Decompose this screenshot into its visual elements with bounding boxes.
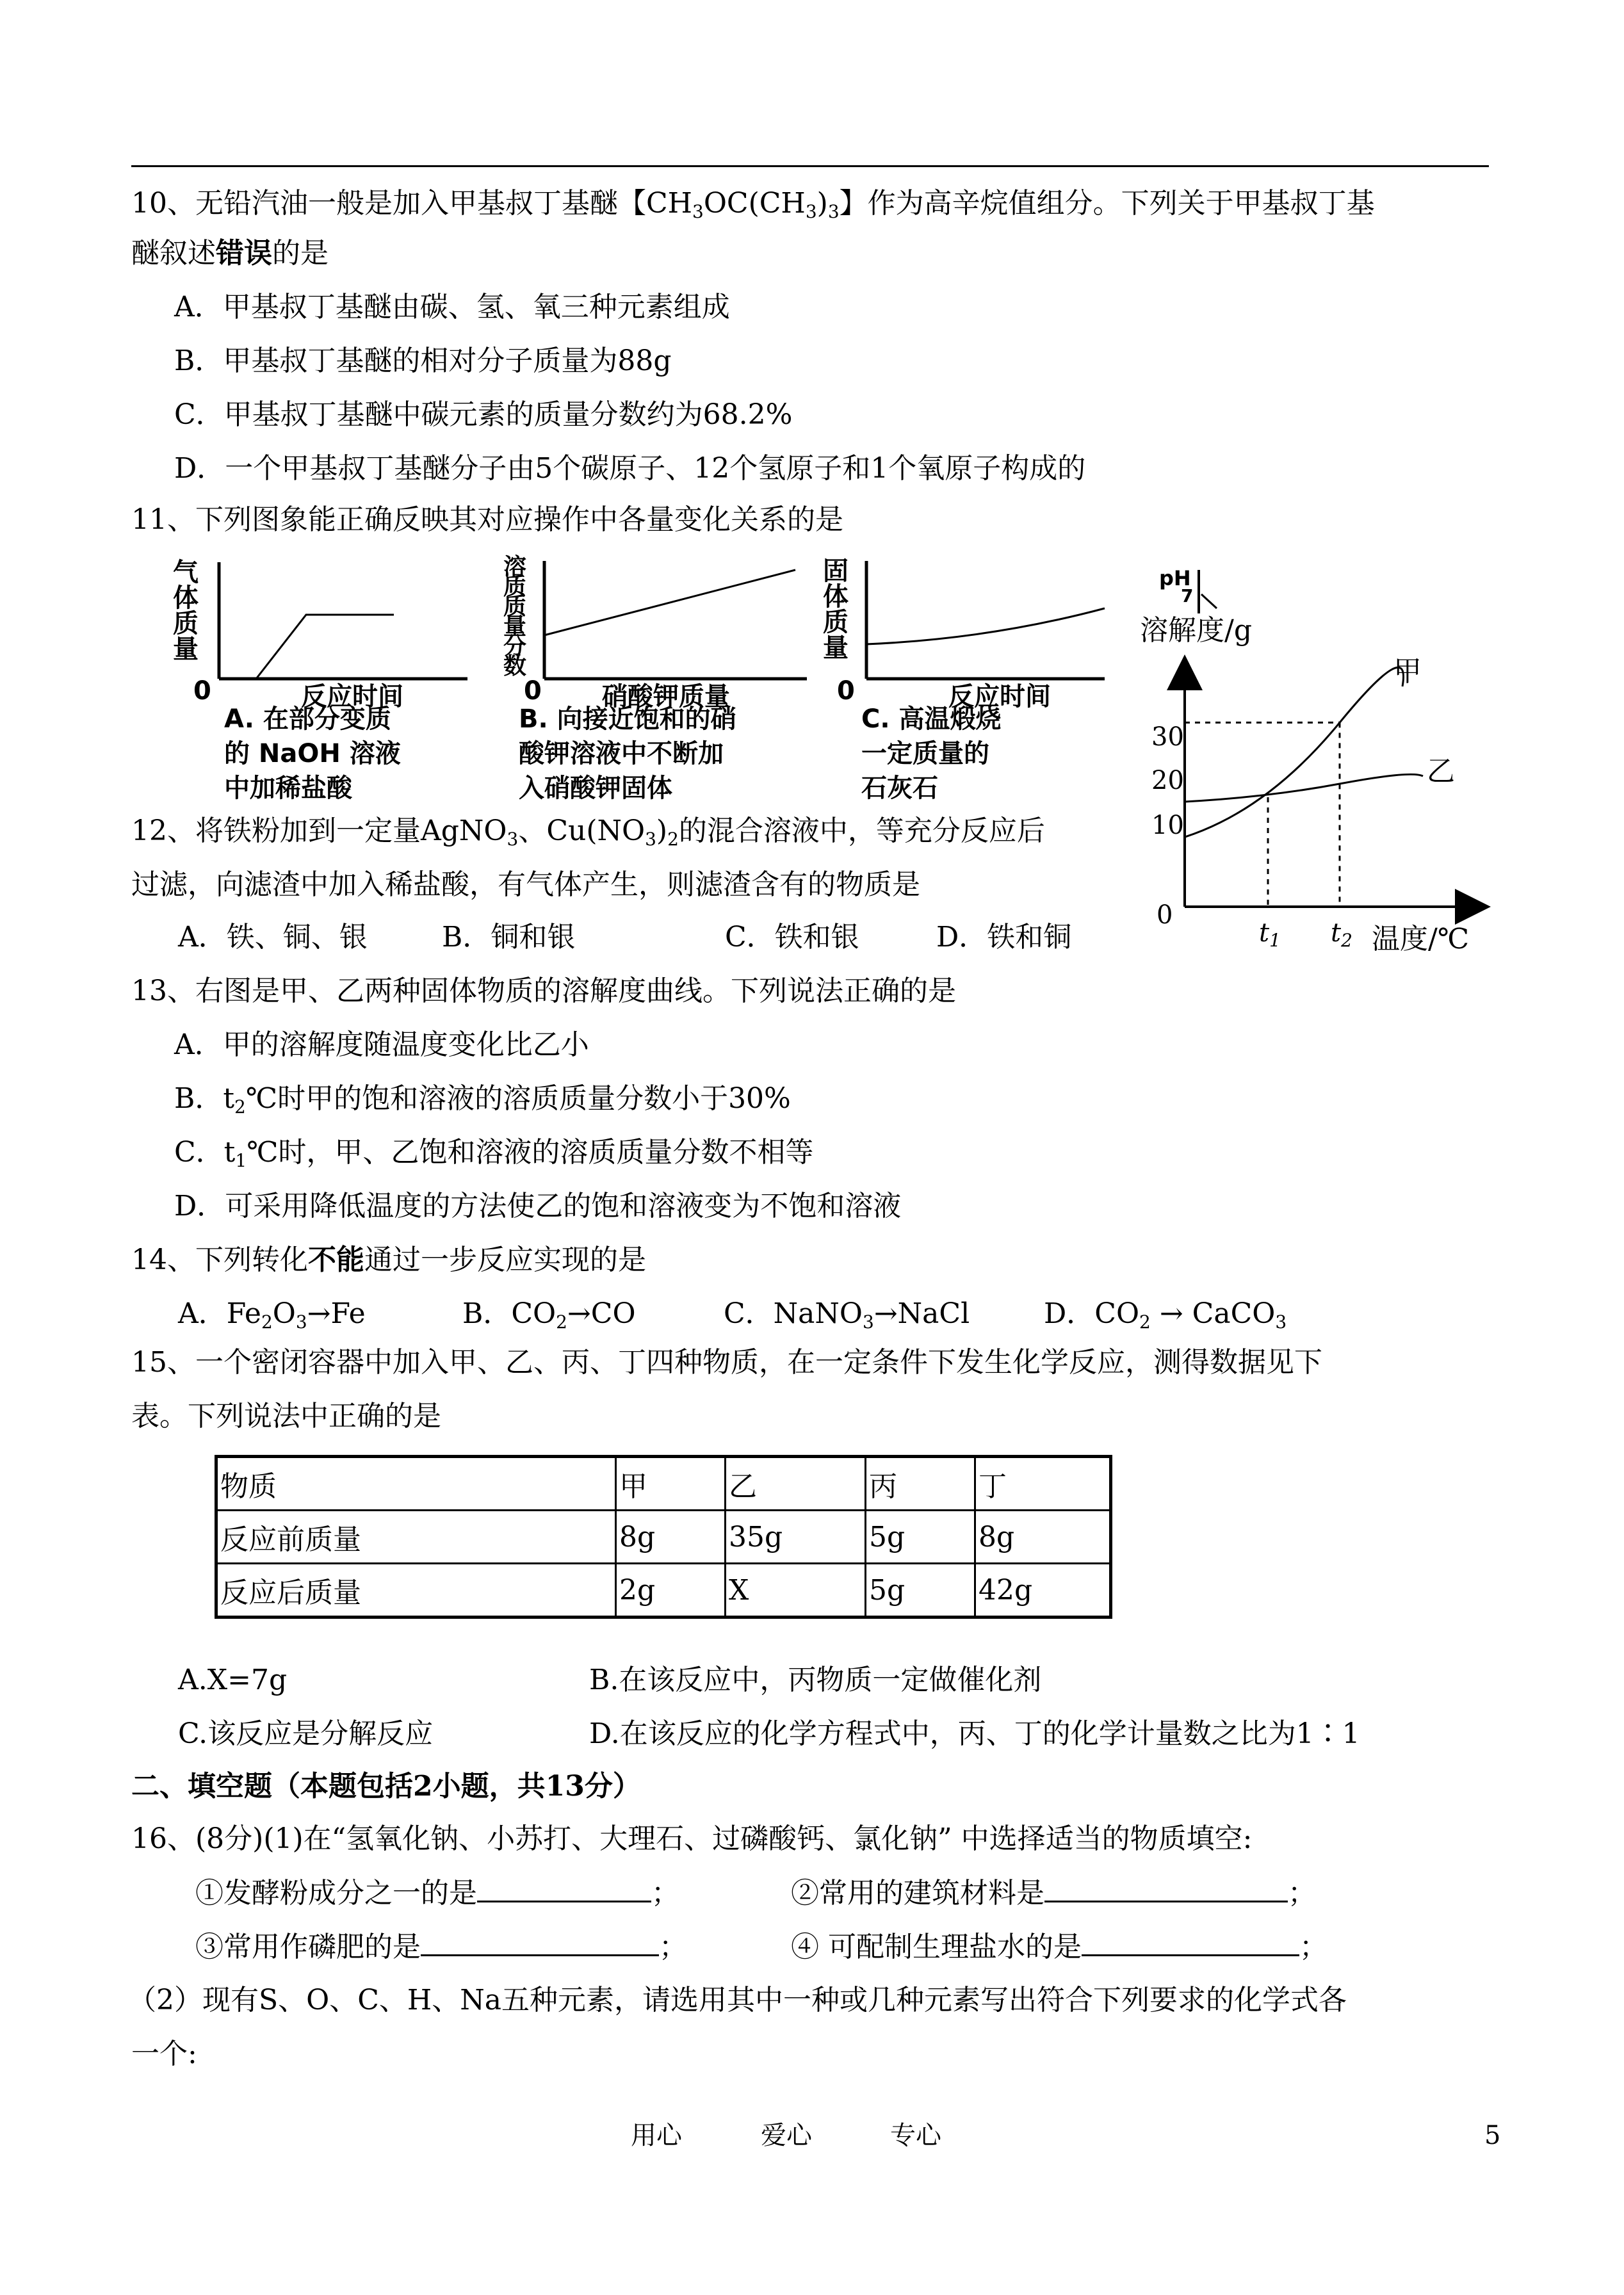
graph-a-xlabel: 反应时间 bbox=[301, 682, 403, 711]
table-row bbox=[216, 1564, 1111, 1618]
answer-blank-4[interactable] bbox=[1082, 1929, 1299, 1956]
q11-stem: 11、下列图象能正确反映其对应操作中各量变化关系的是 bbox=[131, 503, 843, 536]
table-header-row bbox=[216, 1457, 1111, 1511]
ytick-20: 20 bbox=[1151, 766, 1184, 795]
q10-stem-line2: 醚叙述错误的是 bbox=[131, 237, 329, 270]
q15-stem-line2: 表。下列说法中正确的是 bbox=[131, 1400, 441, 1432]
solubility-chart bbox=[1140, 615, 1498, 973]
q16-stem-line1: 16、(8分)(1)在“氢氧化钠、小苏打、大理石、过磷酸钙、氯化钠” 中选择适当的物质填空: bbox=[131, 1822, 1253, 1855]
answer-blank-2[interactable] bbox=[1044, 1875, 1288, 1902]
graph-d-partial bbox=[1153, 557, 1255, 615]
q10-option-b: B．甲基叔丁基醚的相对分子质量为88g bbox=[174, 345, 672, 377]
table-cell: X bbox=[726, 1564, 866, 1618]
q10-emphasis: 错误 bbox=[216, 237, 272, 270]
footer-word-1: 用心 bbox=[631, 2121, 682, 2150]
solubility-xlabel: 温度/℃ bbox=[1372, 923, 1470, 955]
graph-a-caption: A. 在部分变质 的 NaOH 溶液 中加稀盐酸 bbox=[224, 704, 401, 803]
graph-d-ylabel: pH bbox=[1159, 566, 1191, 590]
header-rule bbox=[131, 165, 1489, 167]
graph-b bbox=[487, 554, 820, 803]
graph-b-xlabel: 硝酸钾质量 bbox=[602, 682, 730, 711]
solubility-series bbox=[1185, 667, 1423, 837]
graph-b-ylabel: 溶 质 质 量 分 数 bbox=[503, 554, 527, 679]
series-label-jia: 甲 bbox=[1393, 655, 1422, 688]
table-cell: 35g bbox=[726, 1511, 866, 1564]
graph-c bbox=[823, 556, 1117, 803]
table-cell: 5g bbox=[866, 1511, 975, 1564]
series-yi-line bbox=[1185, 774, 1423, 802]
graph-b-caption: B. 向接近饱和的硝 酸钾溶液中不断加 入硝酸钾固体 bbox=[519, 704, 736, 803]
q15-data-table bbox=[215, 1455, 1112, 1619]
xtick-t1: $t_1$ bbox=[1259, 918, 1281, 951]
graph-c-svg bbox=[823, 556, 1117, 697]
graph-c-origin: 0 bbox=[837, 676, 855, 706]
solubility-ylabel: 溶解度/g bbox=[1140, 614, 1252, 647]
q12-stem-line2: 过滤，向滤渣中加入稀盐酸，有气体产生，则滤渣含有的物质是 bbox=[131, 868, 920, 901]
q10-option-d: D．一个甲基叔丁基醚分子由5个碳原子、12个氢原子和1个氧原子构成的 bbox=[174, 452, 1086, 485]
graph-a-ylabel: 气 体 质 量 bbox=[173, 558, 199, 664]
graph-d-tick: 7 bbox=[1181, 585, 1194, 606]
q13-option-c: C．$t_1℃$时，甲、乙饱和溶液的溶质质量分数不相等 bbox=[174, 1136, 814, 1171]
solubility-origin: 0 bbox=[1157, 900, 1173, 930]
q16-prompt-2: ②常用的建筑材料是 ； bbox=[791, 1875, 1316, 1911]
table-cell: 2g bbox=[616, 1564, 726, 1618]
q15-option-d: D.在该反应的化学方程式中，丙、丁的化学计量数之比为1∶1 bbox=[589, 1717, 1360, 1750]
q12-option-a: A．铁、铜、银 bbox=[178, 921, 368, 953]
q15-stem-line1: 15、一个密闭容器中加入甲、乙、丙、丁四种物质，在一定条件下发生化学反应，测得数据见下 bbox=[131, 1346, 1322, 1379]
answer-blank-3[interactable] bbox=[421, 1929, 659, 1956]
q16-prompt-3: ③常用作磷肥的是 ； bbox=[195, 1929, 687, 1965]
ytick-10: 10 bbox=[1151, 811, 1184, 840]
graph-c-caption: C. 高温煅烧 一定质量的 石灰石 bbox=[861, 704, 1002, 803]
q13-option-d: D．可采用降低温度的方法使乙的饱和溶液变为不饱和溶液 bbox=[174, 1190, 902, 1222]
q10-stem-line1: 10、无铅汽油一般是加入甲基叔丁基醚【$CH_3OC(CH_3)_3$】作为高辛烷值组分。下列关于甲基叔丁基 bbox=[131, 187, 1375, 222]
table-cell: 物质 bbox=[216, 1457, 616, 1511]
q16-part2-line2: 一个: bbox=[131, 2038, 197, 2070]
series-label-yi: 乙 bbox=[1427, 755, 1455, 788]
graph-c-xlabel: 反应时间 bbox=[948, 682, 1051, 711]
footer-word-3: 专心 bbox=[890, 2121, 941, 2150]
ytick-30: 30 bbox=[1151, 722, 1184, 752]
table-cell: 5g bbox=[866, 1564, 975, 1618]
table-row bbox=[216, 1511, 1111, 1564]
q15-option-c: C.该反应是分解反应 bbox=[178, 1717, 434, 1750]
table-cell: 丙 bbox=[866, 1457, 975, 1511]
q14-option-c: C．NaNO$_3$→NaCl bbox=[724, 1297, 970, 1333]
q12-option-d: D．铁和铜 bbox=[936, 921, 1072, 953]
graph-a-curve bbox=[256, 615, 394, 679]
graph-a-origin: 0 bbox=[193, 676, 211, 706]
answer-blank-1[interactable] bbox=[477, 1875, 651, 1902]
section-2-title: 二、填空题（本题包括2小题，共13分） bbox=[131, 1770, 641, 1803]
q13-option-a: A．甲的溶解度随温度变化比乙小 bbox=[174, 1028, 589, 1061]
graph-a bbox=[173, 557, 480, 803]
table-cell: 甲 bbox=[616, 1457, 726, 1511]
xtick-t2: $t_2$ bbox=[1331, 918, 1352, 951]
q14-option-b: B．$CO_2\to CO$ bbox=[462, 1297, 636, 1333]
table-cell: 反应后质量 bbox=[216, 1564, 616, 1618]
q14-option-a: A．$Fe_2O_3\to Fe$ bbox=[178, 1297, 366, 1333]
q16-prompt-1: ①发酵粉成分之一的是 ； bbox=[195, 1875, 679, 1911]
table-cell: 42g bbox=[975, 1564, 1111, 1618]
graph-c-ylabel: 固 体 质 量 bbox=[823, 556, 849, 663]
table-cell: 反应前质量 bbox=[216, 1511, 616, 1564]
graph-c-curve bbox=[866, 608, 1105, 644]
q13-option-b: B．$t_2℃$时甲的饱和溶液的溶质质量分数小于30% bbox=[174, 1082, 791, 1117]
table-cell: 8g bbox=[616, 1511, 726, 1564]
q16-part2-line1: （2）现有S、O、C、H、Na五种元素，请选用其中一种或几种元素写出符合下列要求的化学式各 bbox=[128, 1984, 1347, 2016]
q15-option-a: A.X=7g bbox=[178, 1664, 288, 1696]
q10-option-c: C．甲基叔丁基醚中碳元素的质量分数约为68.2% bbox=[174, 398, 793, 431]
q12-stem-line1: 12、将铁粉加到一定量AgNO$_3$、$Cu(NO_3)_2$的混合溶液中，等充分反应后 bbox=[131, 815, 1045, 850]
table-cell: 8g bbox=[975, 1511, 1111, 1564]
q10-option-a: A．甲基叔丁基醚由碳、氢、氧三种元素组成 bbox=[174, 291, 730, 323]
solubility-chart-svg bbox=[1140, 615, 1498, 973]
graph-d-curve bbox=[1201, 594, 1217, 608]
page-number: 5 bbox=[1484, 2121, 1501, 2150]
q12-option-c: C．铁和银 bbox=[725, 921, 859, 953]
q14-option-d: D．$CO_2$ → CaCO$_3$ bbox=[1044, 1297, 1287, 1333]
q14-emphasis: 不能 bbox=[308, 1244, 364, 1276]
graph-b-svg bbox=[487, 556, 820, 697]
series-jia-line bbox=[1185, 667, 1404, 837]
graph-b-origin: 0 bbox=[524, 676, 542, 706]
q16-prompt-4: ④ 可配制生理盐水的是 ； bbox=[791, 1929, 1328, 1965]
table-cell: 乙 bbox=[726, 1457, 866, 1511]
q12-option-b: B．铜和银 bbox=[442, 921, 576, 953]
footer-word-2: 爱心 bbox=[761, 2121, 812, 2150]
table-cell: 丁 bbox=[975, 1457, 1111, 1511]
q15-option-b: B.在该反应中，丙物质一定做催化剂 bbox=[589, 1664, 1042, 1696]
graph-b-curve bbox=[544, 570, 795, 635]
q14-stem: 14、下列转化不能通过一步反应实现的是 bbox=[131, 1244, 646, 1276]
q13-stem: 13、右图是甲、乙两种固体物质的溶解度曲线。下列说法正确的是 bbox=[131, 975, 956, 1007]
